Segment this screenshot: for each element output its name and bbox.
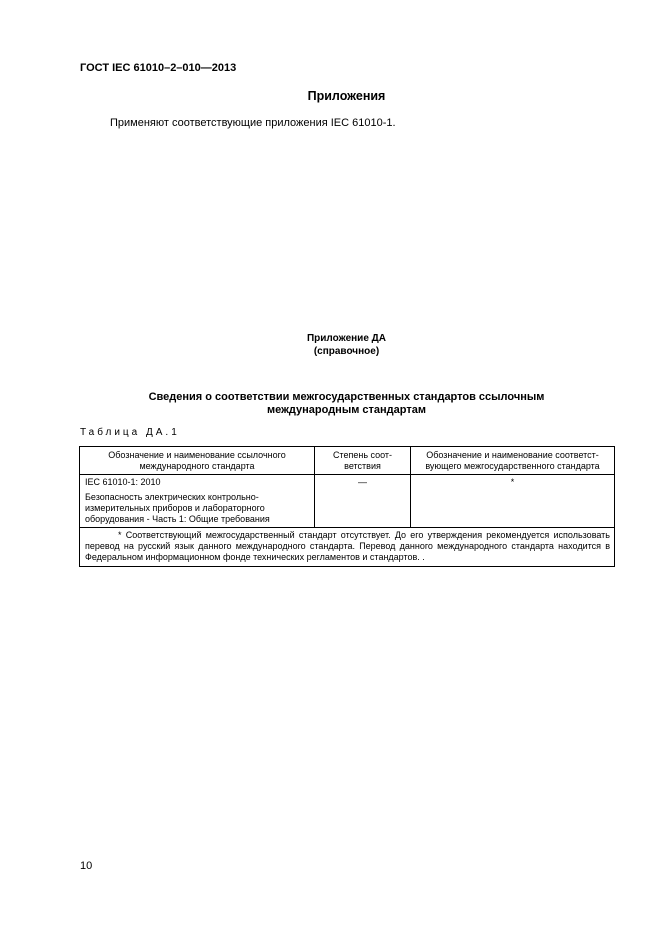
annex-heading	[0, 333, 661, 358]
page-number: 10	[80, 860, 93, 872]
annex-type: (справочное)	[313, 345, 380, 357]
annex-title-line1: Сведения о соответствии межгосударственных стандартов ссылочным	[148, 391, 545, 403]
cell-interstate-standard: *	[411, 475, 615, 528]
header-interstate-standard	[411, 447, 615, 475]
header-col3-line2: вующего межгосударственного стандарта	[425, 461, 600, 471]
standard-name-line3: оборудования - Часть 1: Общие требования	[85, 514, 270, 524]
cell-international-standard	[80, 475, 315, 528]
standard-name-line1: Безопасность электрических контрольно-	[85, 492, 259, 502]
cell-degree: —	[315, 475, 411, 528]
annex-title	[0, 391, 661, 417]
header-col2-line2: ветствия	[344, 461, 381, 471]
appendices-title: Приложения	[307, 89, 386, 103]
annex-title-line2: международным стандартам	[267, 404, 426, 416]
table-footnote-row	[80, 528, 615, 567]
table-footnote: * Соответствующий межгосударственный стандарт отсутствует. До его утверждения рекомендуется использовать перевод на русский язык данного международного стандарта. Перевод данного международного стандарта находится в Федеральном информационном фонде технических регламентов и стандартов. .	[80, 528, 615, 567]
table-row	[80, 475, 615, 528]
table-caption: Таблица ДА.1	[80, 427, 180, 438]
correspondence-table	[79, 446, 615, 567]
header-col1-line1: Обозначение и наименование ссылочного	[108, 450, 286, 460]
header-degree	[315, 447, 411, 475]
header-col1-line2: международного стандарта	[139, 461, 255, 471]
header-international-standard	[80, 447, 315, 475]
appendices-body: Применяют соответствующие приложения IEC 61010-1.	[110, 117, 396, 129]
table-header-row	[80, 447, 615, 475]
annex-label: Приложение ДА	[306, 333, 387, 344]
document-code: ГОСТ IEC 61010–2–010—2013	[80, 62, 237, 74]
header-col2-line1: Степень соот-	[332, 450, 393, 460]
header-col3-line1: Обозначение и наименование соответст-	[426, 450, 599, 460]
standard-id: IEC 61010-1: 2010	[85, 477, 161, 487]
standard-name-line2: измерительных приборов и лабораторного	[85, 503, 265, 513]
